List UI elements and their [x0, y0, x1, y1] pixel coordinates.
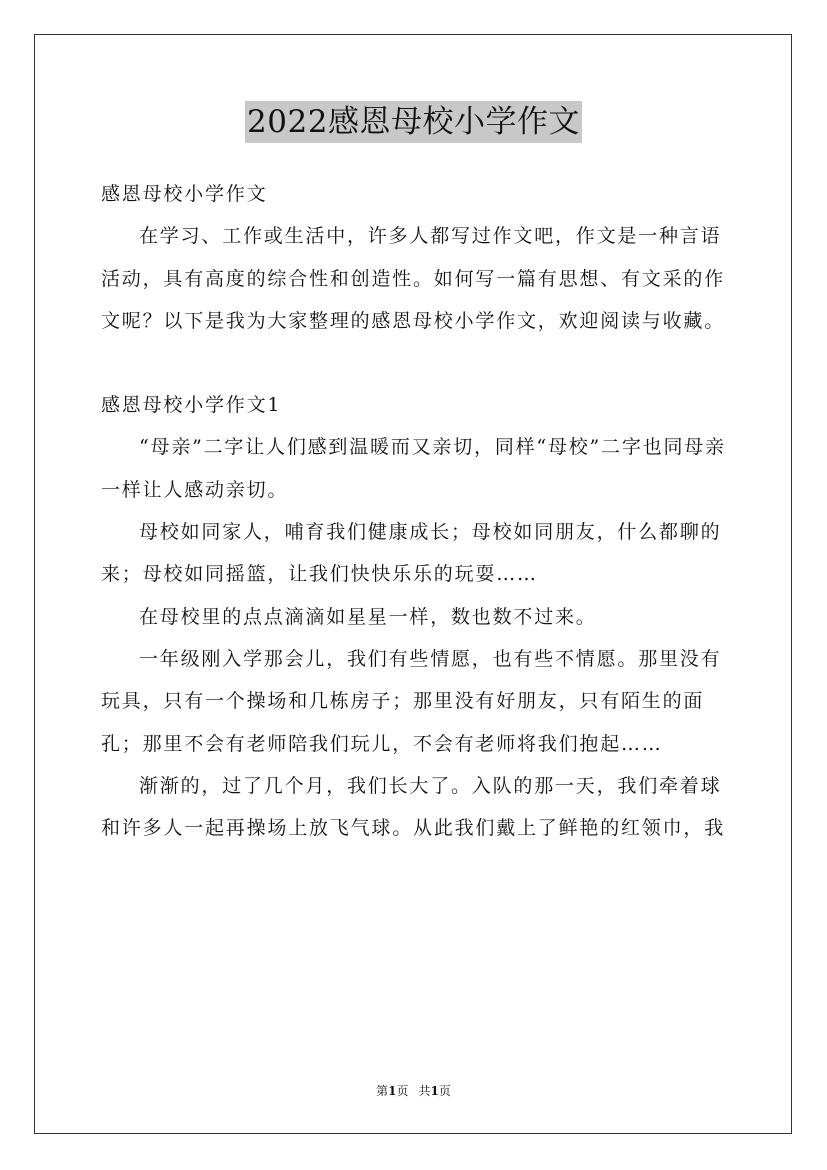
paragraph: 在母校里的点点滴滴如星星一样，数也数不过来。 — [139, 605, 597, 628]
paragraph: 一年级刚入学那会儿，我们有些情愿，也有些不情愿。那里没有玩具，只有一个操场和几栋房子；那里没有好朋友，只有陌生的面孔；那里不会有老师陪我们玩儿，不会有老师将我们抱起…… — [101, 647, 722, 755]
total-prefix: 共 — [418, 1084, 431, 1098]
paragraph-subheading: 感恩母校小学作文1 — [101, 394, 282, 417]
document-title: 2022感恩母校小学作文 — [245, 101, 582, 143]
page-footer — [0, 1083, 827, 1099]
total-suffix: 页 — [438, 1084, 451, 1098]
page-suffix: 页 — [396, 1084, 409, 1098]
paragraph-heading: 感恩母校小学作文 — [101, 183, 268, 205]
paragraph-intro: 在学习、工作或生活中，许多人都写过作文吧，作文是一种言语活动，具有高度的综合性和创造性。如何写一篇有思想、有文采的作文呢？以下是我为大家整理的感恩母校小学作文，欢迎阅读与收藏。 — [101, 225, 726, 332]
paragraph: “母亲”二字让人们感到温暖而又亲切，同样“母校”二字也同母亲一样让人感动亲切。 — [101, 436, 726, 501]
paragraph: 母校如同家人，哺育我们健康成长；母校如同朋友，什么都聊的来；母校如同摇篮，让我们快快乐乐的玩耍…… — [101, 521, 722, 586]
paragraph: 渐渐的，过了几个月，我们长大了。入队的那一天，我们牵着球和许多人一起再操场上放飞气球。从此我们戴上了鲜艳的红领巾，我 — [101, 774, 726, 840]
title-container — [0, 101, 827, 143]
page-number: 1 — [388, 1084, 397, 1098]
document-body — [101, 173, 727, 849]
total-number: 1 — [430, 1084, 439, 1098]
page-prefix: 第 — [376, 1084, 389, 1098]
